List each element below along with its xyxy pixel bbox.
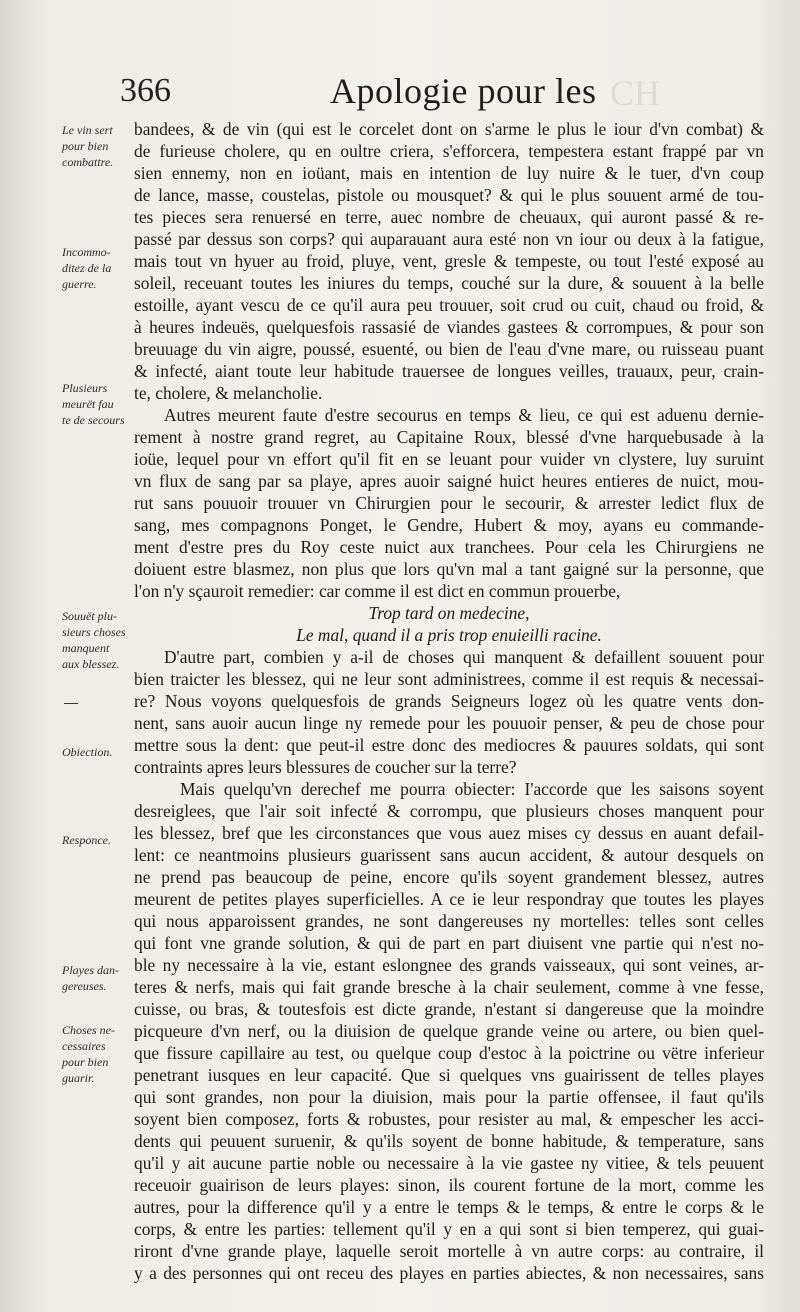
- text-line: lent: ce neantmoins plusieurs guarissent sans aucun accident, & autour desquels on: [134, 845, 764, 865]
- bleed-through-text: CH: [610, 73, 661, 113]
- text-line: receuoir guairison de leurs playes: sinon, ils courent fortune de la mort, comme les: [134, 1175, 764, 1195]
- text-line: bien traicter les blessez, qui ne leur sont administrees, comme il est requis & necessai-: [134, 669, 764, 689]
- text-line: te, cholere, & melancholie.: [134, 383, 323, 403]
- text-line: meurent de petites playes superficielles. A ce ie leur respondray que toutes les playes: [134, 889, 764, 909]
- text-line: bandees, & de vin (qui est le corcelet dont on s'arme le plus le iour d'vn combat) &: [134, 119, 764, 139]
- page-header: [0, 72, 800, 122]
- text-line: sien ennemy, non en ioüant, mais en intention de luy nuire & le tuer, d'vn coup: [134, 163, 764, 183]
- text-line: mettre sous la dent: que peut-il estre donc des mediocres & pauures soldats, qui sont: [134, 735, 764, 755]
- text-line: dents qui peuuent suruenir, & qu'ils soyent de bonne habitude, & temperature, sans: [134, 1131, 764, 1151]
- text-line: soyent bien composez, forts & robustes, pour resister au mal, & empescher les acci-: [134, 1109, 764, 1129]
- margin-note: Choses ne- cessaires pour bien guarir.: [62, 1023, 115, 1085]
- verse-line: Trop tard on medecine,: [368, 603, 530, 623]
- text-line: mais tout vn hyuer au froid, pluye, vent, gresle & tempeste, ou tout l'esté exposé au: [134, 251, 764, 271]
- text-line: breuuage du vin aigre, poussé, esuenté, ou bien de l'eau d'vne mare, ou ruisseau puant: [134, 339, 764, 359]
- text-line: soleil, receuant toutes les iniures du temps, couché sur la dure, & souuent à la belle: [134, 273, 764, 293]
- text-line: corps, & entre les parties: tellement qu'il y en a qui sont si bien temperez, qui guai-: [134, 1219, 764, 1239]
- verse-line: Le mal, quand il a pris trop enuieilli racine.: [296, 625, 602, 645]
- margin-note: Obiection.: [62, 745, 113, 759]
- text-line: qui nous apparoissent grandes, ne sont dangereuses ny mortelles: telles sont celles: [134, 911, 764, 931]
- text-line: rut sans pouuoir trouuer vn Chirurgien pour le secourir, & arrester ledict flux de: [134, 493, 764, 513]
- text-line: nent, sans auoir aucun linge ny remede pour les pouuoir penser, & peu de chose pour: [134, 713, 764, 733]
- body-text: [134, 118, 764, 1284]
- margin-note: Incommo- ditez de la guerre.: [62, 245, 112, 291]
- text-line: passé par dessus son corps? qui auparauant aura esté non vn iour ou deux à la fatigue,: [134, 229, 764, 249]
- text-line: tes pieces sera renuersé en terre, auec nombre de cheuaux, qui auront passé & re-: [134, 207, 764, 227]
- text-line: vn flux de sang par sa playe, apres auoir saigné huict heures entieres de nuict, mou-: [134, 471, 764, 491]
- text-line: doiuent estre blasmez, non plus que lors qu'vn mal a tant gaigné sur la personne, que: [134, 559, 764, 579]
- text-line: qu'il y ait aucune partie noble ou necessaire à la vie gastee ny vitiee, & tels peuuent: [134, 1153, 764, 1173]
- text-line: que fissure capillaire au test, ou quelque coup d'estoc à la poictrine ou vëtre inferieur: [134, 1043, 764, 1063]
- text-line: ment d'estre pres du Roy ceste nuict aux tranchees. Pour cela les Chirurgiens ne: [134, 537, 764, 557]
- text-line: desreiglees, que l'air soit infecté & corrompu, que plusieurs choses manquent pour: [134, 801, 764, 821]
- text-line: autres, pour la difference qu'il y a entre le temps & le temps, & entre le corps & le: [134, 1197, 764, 1217]
- text-line: Mais quelqu'vn derechef me pourra obiecter: I'accorde que les saisons soyent: [180, 779, 764, 799]
- text-line: de lance, masse, coustelas, pistole ou mousquet? & qui le plus souuent armé de tou-: [134, 185, 764, 205]
- text-line: D'autre part, combien y a-il de choses qui manquent & defaillent souuent pour: [164, 647, 764, 667]
- margin-note: Le vin sert pour bien combattre.: [62, 123, 114, 169]
- text-line: ble ny necessaire à la vie, estant eslongnee des grands vaisseaux, qui sont veines, ar-: [134, 955, 764, 975]
- text-line: Autres meurent faute d'estre secourus en temps & lieu, ce qui est aduenu dernie-: [164, 405, 764, 425]
- running-title: Apologie pour les: [330, 71, 597, 111]
- text-line: qui font vne grande solution, & qui de part en part diuisent vne partie qui n'est no-: [134, 933, 764, 953]
- margin-note: Responce.: [62, 833, 111, 847]
- text-line: ioüe, lequel pour vn effort qu'il fit en se leuant pour vuider vn clystere, luy suruint: [134, 449, 764, 469]
- text-line: l'on n'y sçauroit remedier: car comme il est dict en commun prouerbe,: [134, 581, 621, 601]
- margin-note: Souuët plu- sieurs choses manquent aux blessez.: [62, 609, 126, 671]
- text-line: contraints apres leurs blessures de coucher sur la terre?: [134, 757, 517, 777]
- text-line: à heures indeuës, quelquesfois rassasié de viandes gastees & corrompues, & pour son: [134, 317, 764, 337]
- text-line: penetrant iusques en leur capacité. Que si quelques vns guairissent de telles playes: [134, 1065, 764, 1085]
- text-line: riront d'vne grande playe, laquelle seroit mortelle à vn autre corps: au contraire, il: [134, 1241, 764, 1261]
- text-line: ne prend pas beaucoup de peine, encore qu'ils soyent grandement blessez, autres: [134, 867, 764, 887]
- text-line: y a des personnes qui ont receu des playes en parties abiectes, & non necessaires, sans: [134, 1263, 764, 1283]
- text-line: les blessez, bref que les circonstances que vous auez mises cy dessus en auant defail-: [134, 823, 764, 843]
- text-line: qui sont grandes, non pour la diuision, mais pour la partie offensee, il faut qu'ils: [134, 1087, 764, 1107]
- text-line: re? Nous voyons quelquesfois de grands Seigneurs logez où les quatre vents don-: [134, 691, 764, 711]
- text-line: picqueure d'vn nerf, ou la diuision de quelque grande veine ou artere, ou bien quel-: [134, 1021, 764, 1041]
- margin-note: Plusieurs meurët fau te de secours: [62, 381, 125, 427]
- text-line: rement à nostre grand regret, au Capitaine Roux, blessé d'vne harquebusade à la: [134, 427, 764, 447]
- text-line: de furieuse cholere, qu en oultre criera, s'efforcera, tempestera estant frappé par vn: [134, 141, 764, 161]
- text-line: & infecté, aiant toute leur habitude trauersee de longues veilles, trauaux, peur, crain-: [134, 361, 764, 381]
- margin-dash: [64, 703, 78, 704]
- page-number: 366: [120, 72, 171, 109]
- margin-note: Playes dan- gereuses.: [62, 963, 119, 993]
- text-line: cuisse, ou bras, & toutesfois est dicte grande, n'estant si dangereuse que la moindre: [134, 999, 764, 1019]
- text-line: estoille, ayant vescu de ce qu'il aura peu trouuer, soit crud ou cuit, chaud ou froid, &: [134, 295, 764, 315]
- text-line: teres & nerfs, mais qui fait grande bresche à la chair seulement, comme à vne fesse,: [134, 977, 764, 997]
- text-line: sang, mes compagnons Ponget, le Gendre, Hubert & moy, ayans eu commande-: [134, 515, 764, 535]
